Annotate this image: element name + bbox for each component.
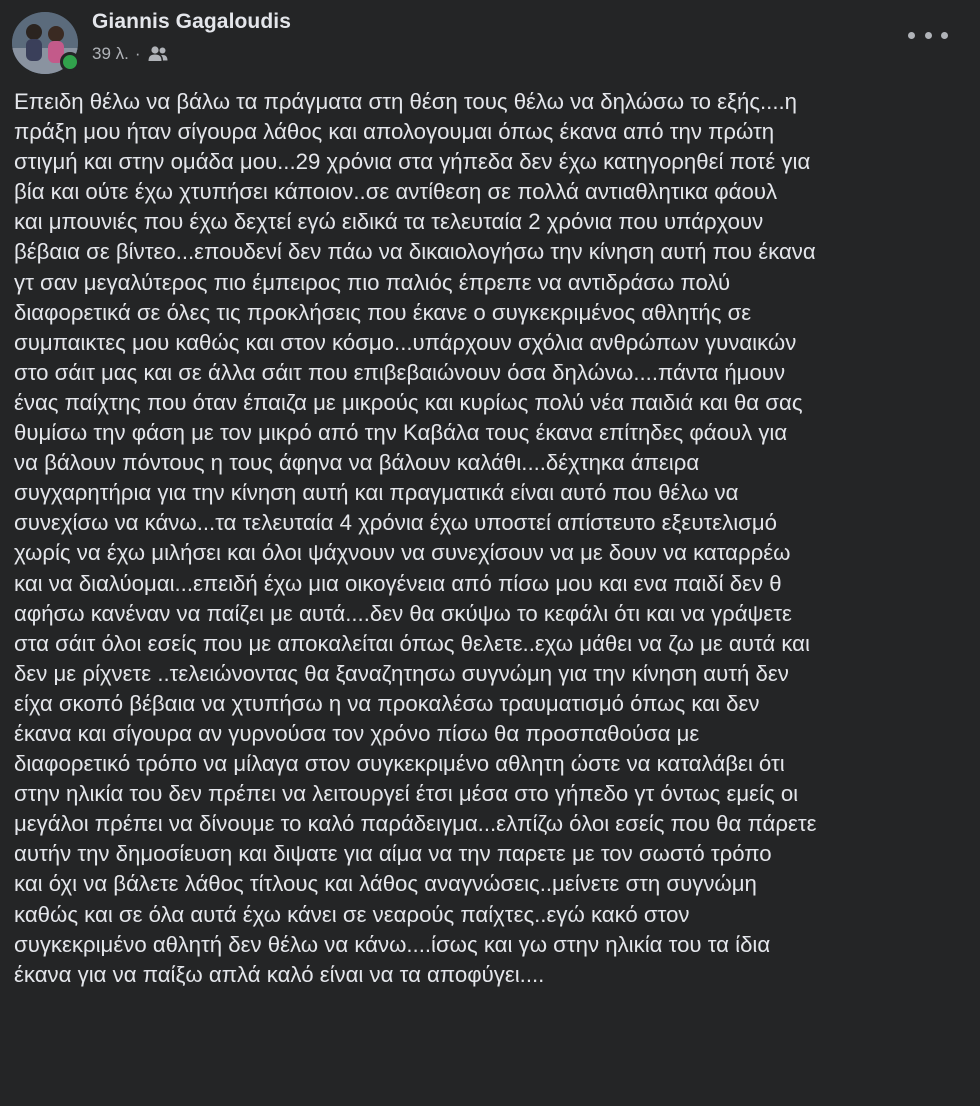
post-text-line: στα σάιτ όλοι εσείς που με αποκαλείται όπως θελετε..εχω μάθει να ζω με αυτά και bbox=[14, 630, 810, 656]
post-text-line: και να διαλύομαι...επειδή έχω μια οικογένεια από πίσω μου και ενα παιδί δεν θ bbox=[14, 570, 782, 596]
post-text-line: διαφορετικά σε όλες τις προκλήσεις που έκανε ο συγκεκριμένος αθλητής σε bbox=[14, 299, 752, 325]
post-text-line: Επειδη θέλω να βάλω τα πράγματα στη θέση τους θέλω να δηλώσω το εξής....η bbox=[14, 89, 798, 114]
post-text-line: και μπουνιές που έχω δεχτεί εγώ ειδικά τα τελευταία 2 χρόνια που υπάρχουν bbox=[14, 209, 764, 235]
post-text-line: συμπαικτες μου καθώς και στον κόσμο...υπάρχουν σχόλια ανθρώπων γυναικών bbox=[14, 329, 797, 355]
post-text-line: είχα σκοπό βέβαια να χτυπήσω η να προκαλέσω τραυματισμό όπως και δεν bbox=[14, 690, 760, 716]
post-text-line: πράξη μου ήταν σίγουρα λάθος και απολογουμαι όπως έκανα από την πρώτη bbox=[14, 119, 775, 145]
post-text-line: έκανα για να παίξω απλά καλό είναι να τα αποφύγει.... bbox=[14, 961, 545, 987]
post-text-line: στιγμή και στην ομάδα μου...29 χρόνια στα γήπεδα δεν έχω κατηγορηθεί ποτέ για bbox=[14, 149, 811, 175]
online-status-icon bbox=[60, 52, 80, 72]
post-text-line: έκανα και σίγουρα αν γυρνούσα τον χρόνο πίσω θα προσπαθούσα με bbox=[14, 720, 700, 746]
post-text-line: χωρίς να έχω μιλήσει και όλοι ψάχνουν να συνεχίσουν να με δουν να καταρρέω bbox=[14, 540, 791, 566]
post-text-line: δεν με ρίχνετε ..τελειώνοντας θα ξαναζητησω συγνώμη για την κίνηση αυτή δεν bbox=[14, 660, 789, 686]
post-time[interactable]: 39 λ. bbox=[92, 44, 129, 63]
post-text-line: βία και ούτε έχω χτυπήσει κάποιον..σε αντίθεση σε πολλά αντιαθλητικα φάουλ bbox=[14, 179, 778, 205]
post-text-line: και όχι να βάλετε λάθος τίτλους και λάθος αναγνώσεις..μείνετε στη συγνώμη bbox=[14, 871, 757, 897]
post-text-line: στο σάιτ μας και σε άλλα σάιτ που επιβεβαιώνουν όσα δηλώνω....πάντα ήμουν bbox=[14, 359, 786, 385]
post-text bbox=[14, 87, 964, 990]
more-horizontal-icon bbox=[908, 32, 915, 39]
meta-separator: · bbox=[134, 44, 141, 63]
post-text-line: αυτήν την δημοσίευση και διψατε για αίμα να την παρετε με τον σωστό τρόπο bbox=[14, 841, 772, 867]
post-text-line: θυμίσω την φάση με τον μικρό από την Καβάλα τους έκανα επίτηδες φάουλ για bbox=[14, 420, 788, 446]
post-text-line: συνεχίσω να κάνω...τα τελευταία 4 χρόνια έχω υποστεί απίστευτο εξευτελισμό bbox=[14, 510, 777, 536]
more-options-button[interactable] bbox=[908, 20, 948, 50]
post-text-line: στην ηλικία του δεν πρέπει να λειτουργεί έτσι μέσα στο γήπεδο γτ όντως εμείς οι bbox=[14, 781, 799, 807]
more-horizontal-icon bbox=[925, 32, 932, 39]
post-text-line: συγχαρητήρια για την κίνηση αυτή και πραγματικά είναι αυτό που θέλω να bbox=[14, 480, 739, 506]
more-horizontal-icon bbox=[941, 32, 948, 39]
post-text-line: μεγάλοι πρέπει να δίνουμε το καλό παράδειγμα...ελπίζω όλοι εσείς που θα πάρετε bbox=[14, 811, 817, 837]
post-text-line: να βάλουν πόντους η τους άφηνα να βάλουν καλάθι....δέχτηκα άπειρα bbox=[14, 450, 700, 476]
post-text-line: γτ σαν μεγαλύτερος πιο έμπειρος πιο παλιός έπρεπε να αντιδράσω πολύ bbox=[14, 269, 731, 295]
post-text-line: ένας παίχτης που όταν έπαιζα με μικρούς και κυρίως πολύ νέα παιδιά και θα σας bbox=[14, 389, 803, 415]
post-text-line: καθώς και σε όλα αυτά έχω κάνει σε νεαρούς παίχτες..εγώ κακό στον bbox=[14, 901, 690, 927]
post-text-line: αφήσω κανέναν να παίζει με αυτά....δεν θα σκύψω το κεφάλι ότι και να γράψετε bbox=[14, 600, 792, 626]
post-text-line: διαφορετικό τρόπο να μίλαγα στον συγκεκριμένο αθλητη ώστε να καταλάβει ότι bbox=[14, 751, 785, 777]
post-header bbox=[0, 0, 980, 80]
friends-icon[interactable] bbox=[147, 45, 169, 63]
post-text-line: συγκεκριμένο αθλητή δεν θέλω να κάνω....ίσως και γω στην ηλικία του τα ίδια bbox=[14, 931, 771, 957]
author-name[interactable]: Giannis Gagaloudis bbox=[92, 10, 292, 33]
post-meta bbox=[92, 44, 169, 64]
post-text-line: βέβαια σε βίντεο...επουδενί δεν πάω να δικαιολογήσω την κίνηση αυτή που έκανα bbox=[14, 239, 816, 265]
